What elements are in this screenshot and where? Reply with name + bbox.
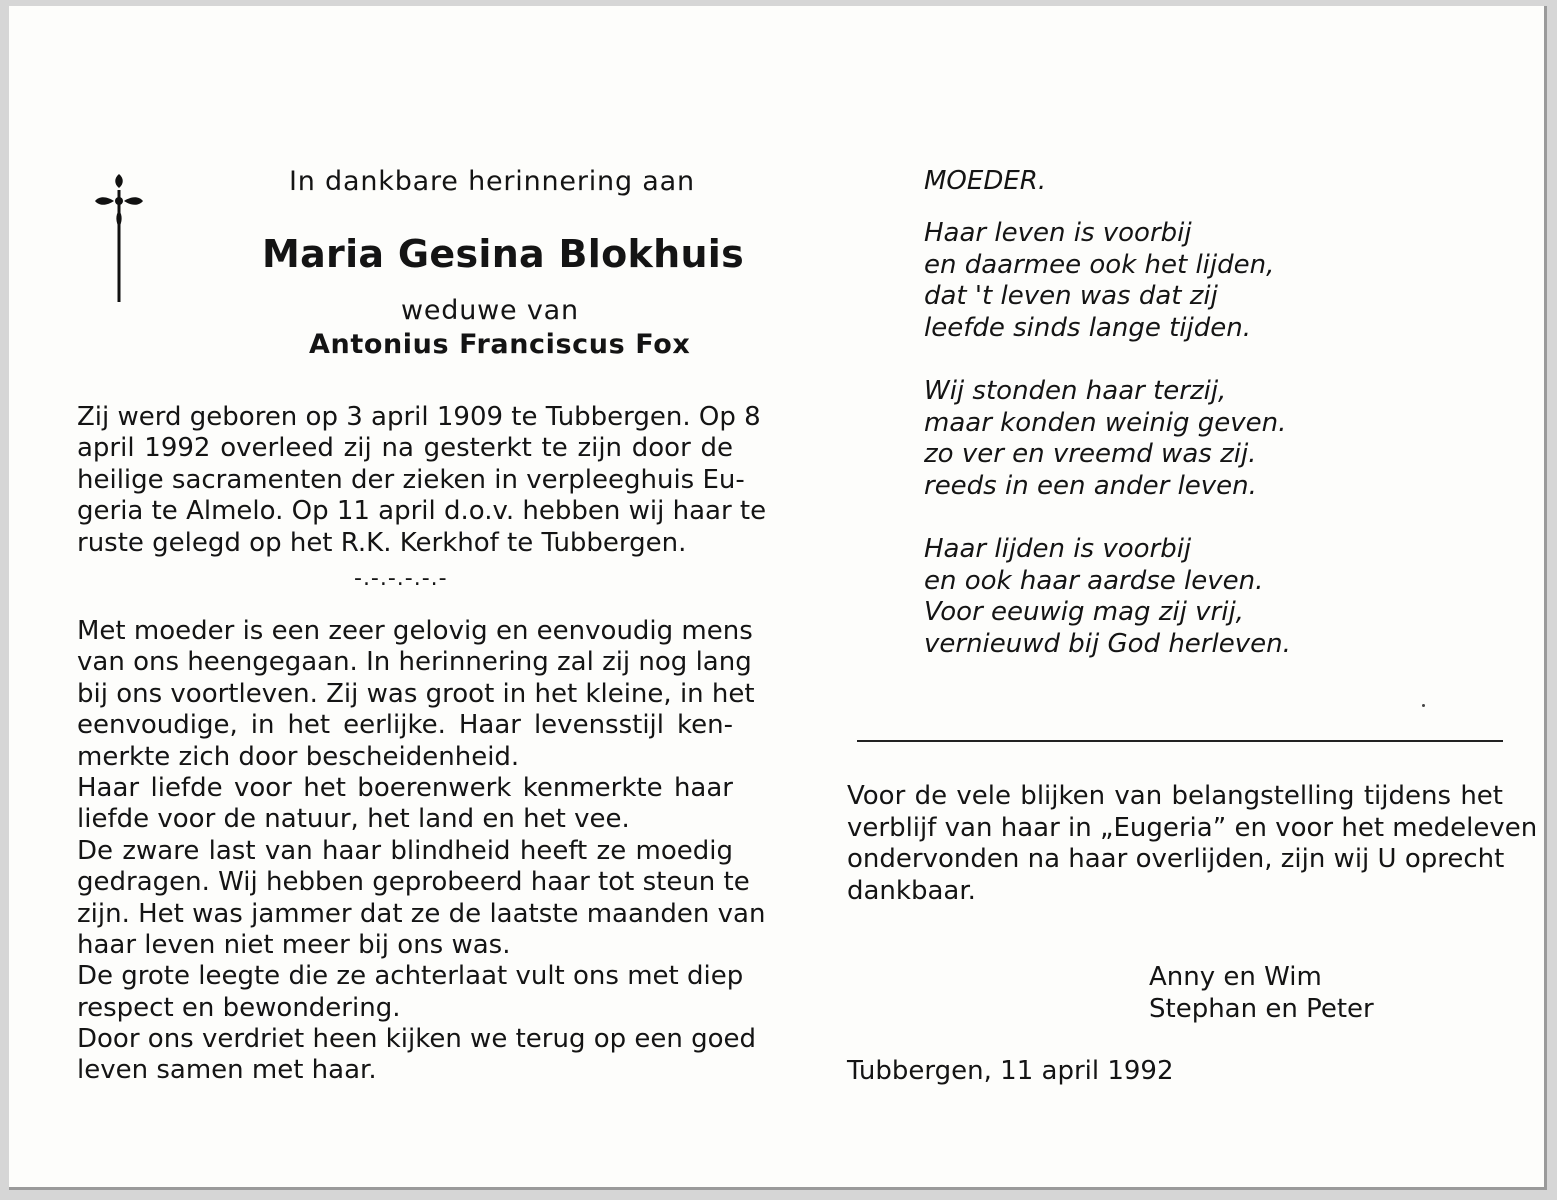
poem-line: maar konden weinig geven. [924, 407, 1287, 438]
tribute-line: haar leven niet meer bij ons was. [77, 929, 511, 960]
tribute-line: respect en bewondering. [77, 992, 401, 1023]
memorial-card [9, 6, 1547, 1190]
poem-line: Haar lijden is voorbij [924, 534, 1192, 564]
biography-paragraph [77, 402, 767, 559]
biography-line: ruste gelegd op het R.K. Kerkhof te Tubbergen. [77, 527, 687, 558]
thanks-line: ondervonden na haar overlijden, zijn wij U oprecht [847, 844, 1505, 875]
tribute-line: liefde voor de natuur, het land en het vee. [77, 804, 630, 835]
tribute-line: Met moeder is een zeer gelovig en eenvoudig mens [77, 616, 753, 646]
poem-line: Voor eeuwig mag zij vrij, [924, 597, 1244, 628]
thanks-line: dankbaar. [847, 875, 976, 906]
biography-line: heilige sacramenten der zieken in verpleeghuis Eu- [77, 464, 745, 495]
poem-line: vernieuwd bij God herleven. [924, 628, 1291, 659]
poem-line: en daarmee ook het lijden, [924, 249, 1275, 280]
tribute-line: De grote leegte die ze achterlaat vult ons met diep [77, 961, 744, 992]
biography-line: geria te Almelo. Op 11 april d.o.v. hebben wij haar te [77, 496, 767, 527]
poem-line: Wij stonden haar terzij, [924, 376, 1227, 406]
tribute-line: leven samen met haar. [77, 1055, 377, 1086]
place-date: Tubbergen, 11 april 1992 [847, 1056, 1174, 1086]
spouse-name: Antonius Franciscus Fox [309, 329, 691, 360]
intro-text: In dankbare herinnering aan [289, 166, 695, 197]
poem-line: dat 't leven was dat zij [924, 281, 1218, 312]
deceased-name: Maria Gesina Blokhuis [262, 232, 745, 276]
thanks-line: Voor de vele blijken van belangstelling tijdens het [847, 781, 1503, 811]
poem-line: Haar leven is voorbij [924, 218, 1192, 248]
biography-line: Zij werd geboren op 3 april 1909 te Tubbergen. Op 8 [77, 402, 761, 432]
divider-line [857, 740, 1503, 742]
separator: -.-.-.-.-.- [354, 566, 448, 591]
signature-line: Anny en Wim [1149, 962, 1322, 992]
poem-line: en ook haar aardse leven. [924, 565, 1264, 596]
tribute-line: Door ons verdriet heen kijken we terug op een goed [77, 1024, 757, 1055]
tribute-line: gedragen. Wij hebben geprobeerd haar tot steun te [77, 867, 750, 898]
thanks-line: verblijf van haar in „Eugeria” en voor het medeleven [847, 812, 1538, 843]
cross-icon [92, 172, 148, 308]
tribute-line: merkte zich door bescheidenheid. [77, 741, 520, 772]
poem-stanza [924, 534, 1291, 660]
tribute-line: De zware last van haar blindheid heeft ze moedig [77, 835, 733, 866]
signature-line: Stephan en Peter [1149, 994, 1374, 1024]
tribute-line: van ons heengegaan. In herinnering zal zij nog lang [77, 647, 752, 678]
poem-stanza [924, 218, 1274, 344]
biography-line: april 1992 overleed zij na gesterkt te zijn door de [77, 433, 733, 464]
poem-line: leefde sinds lange tijden. [924, 312, 1251, 343]
poem-title: MOEDER. [924, 166, 1047, 196]
tribute-line: Haar liefde voor het boerenwerk kenmerkte haar [77, 772, 733, 803]
speck-dot [1422, 704, 1425, 707]
tribute-paragraph [77, 616, 766, 1087]
tribute-line: eenvoudige, in het eerlijke. Haar levensstijl ken- [77, 710, 733, 741]
poem-stanza [924, 376, 1286, 502]
poem-line: zo ver en vreemd was zij. [924, 439, 1257, 470]
thanks-paragraph [847, 781, 1538, 907]
tribute-line: zijn. Het was jammer dat ze de laatste maanden van [77, 898, 766, 929]
signatures [1149, 961, 1374, 1025]
widow-of-text: weduwe van [401, 295, 579, 326]
tribute-line: bij ons voortleven. Zij was groot in het kleine, in het [77, 678, 755, 709]
poem-line: reeds in een ander leven. [924, 470, 1257, 501]
